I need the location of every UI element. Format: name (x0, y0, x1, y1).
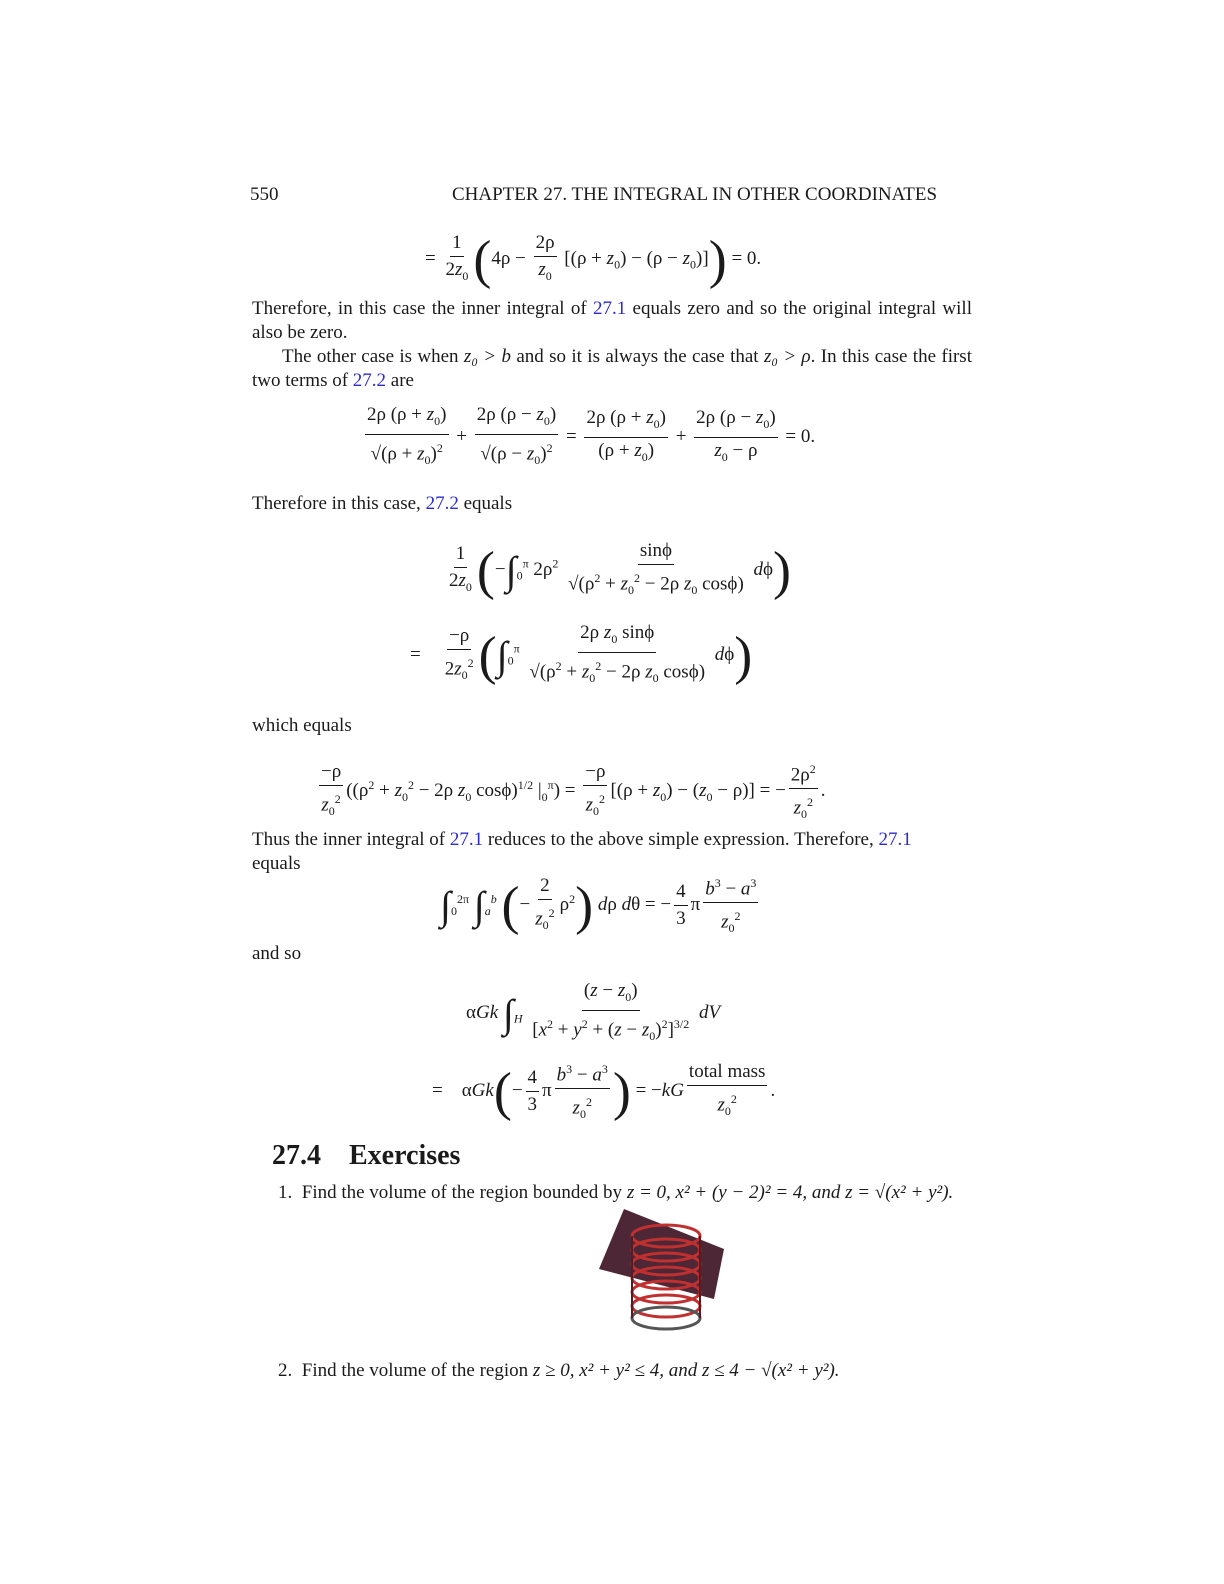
chapter-title: CHAPTER 27. THE INTEGRAL IN OTHER COORDINATES (452, 184, 938, 205)
exercise-number: 2. (278, 1360, 293, 1381)
equation-two-terms: $\frac{2\rho (\rho + z_0)}{√(\rho + z_0)^2}$ + $\frac{2\rho (\rho - z_0)}{√(\rho - z_0)^2}$ = $\frac{2\rho (\rho + z_0)}{(\rho + z_0)}$ + $\frac{2\rho (\rho - z_0)}{z_0 - \rho}$ = 0. (367, 404, 816, 467)
section-number: 27.4 (272, 1140, 321, 1171)
p2-text-b: and so it is always the case that (510, 346, 764, 367)
exercise-text: Find the volume of the region (301, 1360, 533, 1381)
exercise-math: z ≥ 0, x² + y² ≤ 4, and z ≤ 4 − √(x² + y²). (532, 1360, 840, 1381)
equation-alpha-2: = αGk(− $\frac{4}{3}$ π $\frac{b^3 - a^3}{z_0^2}$ ) = −kG $\frac{\text{total mass}}{z_0^2}$ . (432, 1058, 775, 1125)
equation-integral-2: = $\frac{-\rho}{2z_0^2}$ ($\int_0^\pi$ $\frac{2\rho z_0 \sin\phi}{√(\rho^2 + z_0^2 - 2\rho z_0 \cos\phi)}$ dϕ) (410, 622, 753, 686)
paragraph-2 (252, 345, 972, 393)
paragraph-5 (252, 828, 972, 876)
paragraph-4: which equals (252, 715, 352, 736)
cylinder-figure (594, 1204, 734, 1334)
ref-27-1b[interactable]: 27.1 (449, 829, 484, 850)
p1-text-b: equals zero and so the original integral will also be zero. (252, 298, 972, 343)
ref-27-1[interactable]: 27.1 (592, 298, 627, 319)
equation-top: = $\frac{1}{2z_0}$ (4ρ − $\frac{2\rho}{z_0}$ $[(\rho + z_0) - (\rho - z_0)]) = 0$. (425, 229, 762, 290)
exercise-math: z = 0, x² + (y − 2)² = 4, and z = √(x² + y²). (626, 1182, 954, 1203)
exercise-2 (278, 1360, 840, 1382)
p3-text-b: equals (458, 493, 513, 514)
section-heading (272, 1140, 460, 1172)
p2-math-1: z₀ > b (463, 346, 511, 367)
p5-text-b: reduces to the above simple expression. Therefore, (483, 829, 879, 850)
p3-text-a: Therefore in this case, (252, 493, 426, 514)
ref-27-2[interactable]: 27.2 (352, 370, 387, 391)
p2-text-c: . In this case the first two terms of (252, 346, 972, 391)
paragraph-3 (252, 492, 972, 516)
page-number: 550 (250, 184, 279, 205)
p2-math-2: z₀ > ρ (763, 346, 811, 367)
p5-text-a: Thus the inner integral of (252, 829, 450, 850)
exercise-text: Find the volume of the region bounded by (301, 1182, 627, 1203)
equation-integral-1: $\frac{1}{2z_0}$ ($-\int_0^\pi$ $2\rho^2$ $\frac{\sin\phi}{√(\rho^2 + z_0^2 - 2\rho z_0 \cos\phi)}$ dϕ) (449, 540, 792, 601)
paragraph-1 (252, 297, 972, 345)
p1-text-a: Therefore, in this case the inner integral of (252, 298, 593, 319)
ref-27-1c[interactable]: 27.1 (878, 829, 912, 850)
paragraph-6: and so (252, 943, 302, 964)
equation-double-integral: $\int_0^{2\pi}$ $\int_a^b$ (− $\frac{2}{z_0^2}$ $\rho^2$) dρ dθ = − $\frac{4}{3}$ π $\frac{b^3 - a^3}{z_0^2}$ (440, 872, 761, 939)
equation-alpha-1: αGk $\int_H$ $\frac{(z - z_0)}{[x^2 + y^2 + (z - z_0)^2]^{3/2}}$ dV (466, 980, 721, 1043)
p5-text-c: equals (252, 853, 301, 874)
equation-result: $\frac{-\rho}{z_0^2}$ (($\rho^2 + z_0^2 - 2\rho$ $z_0$ cosϕ)$^{1/2}$ $|_0^\pi$) = $\frac{-\rho}{z_0^2}$ $[(\rho + z_0) - (z_0 - \rho)]$ = − $\frac{2\rho^2}{z_0^2}$ . (316, 758, 826, 825)
exercise-number: 1. (278, 1182, 293, 1203)
section-title: Exercises (349, 1140, 461, 1171)
p2-text-d: are (386, 370, 414, 391)
exercise-1 (278, 1182, 953, 1204)
p2-text-a: The other case is when (282, 346, 464, 367)
ref-27-2b[interactable]: 27.2 (425, 493, 459, 514)
